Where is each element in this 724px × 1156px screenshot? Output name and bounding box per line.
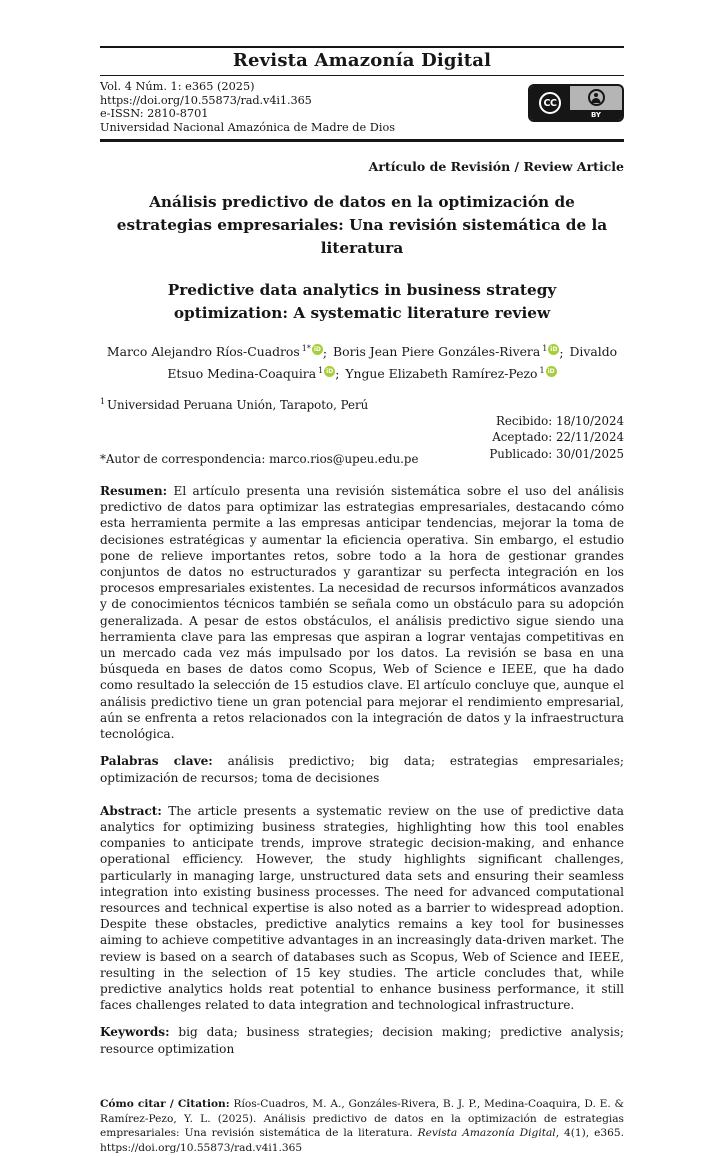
article-title-spanish: Análisis predictivo de datos en la optimización de estrategias empresariales: Una revisión sistemática de la literatura — [116, 193, 608, 258]
by-label: BY — [570, 110, 622, 120]
article-type-label: Artículo de Revisión / Review Article — [368, 159, 624, 175]
palabras-clave-text: análisis predictivo; big data; estrategias empresariales; optimización de recursos; toma de decisiones — [100, 754, 624, 785]
person-shoulders-shape — [592, 98, 601, 103]
author-separator: ; — [559, 344, 564, 360]
person-head-shape — [594, 93, 598, 97]
abstract-english-paragraph — [100, 803, 624, 1014]
received-date: Recibido: 18/10/2024 — [496, 413, 624, 428]
keywords-english-paragraph — [100, 1024, 624, 1056]
resumen-label: Resumen: — [100, 484, 168, 499]
cc-circle-label: CC — [539, 92, 561, 114]
orcid-icon[interactable]: iD — [313, 346, 321, 354]
orcid-icon[interactable]: iD — [550, 346, 558, 354]
citation-volume-doi: , 4(1), e365. https://doi.org/10.55873/rad.v4i1.365 — [100, 1127, 625, 1155]
correspondence-label: *Autor de correspondencia: — [100, 452, 266, 467]
abstract-label: Abstract: — [100, 803, 162, 818]
volume-issue-line: Vol. 4 Núm. 1: e365 (2025) — [100, 80, 255, 93]
journal-title: Revista Amazonía Digital — [232, 50, 492, 71]
author-affiliation-sup: 1* — [301, 344, 311, 354]
palabras-clave-label: Palabras clave: — [100, 754, 213, 769]
journal-header-meta — [100, 76, 624, 139]
attribution-person-icon — [588, 89, 605, 106]
citation-authors-title: Ríos-Cuadros, M. A., Gonzáles-Rivera, B. J. P., Medina-Coaquira, D. E. & Ramírez-Pezo, Y. L. (2025). Análisis predictivo de datos en la optimización de estrategias empresariales: Una revisión sistemática de la literatura. — [100, 1097, 624, 1140]
article-first-page — [100, 0, 624, 1156]
abstract-text: The article presents a systematic review on the use of predictive data analytics for optimizing business strategies, highlighting how this tool enables companies to anticipate trends, improve strategic decision-making, and enhance operational efficiency. However, the study highlights significant challenges, particularly in managing large, unstructured data sets and ensuring their seamless integration into existing business processes. The need for advanced computational resources and technical expertise is also noted as a barrier to widespread adoption. Despite these obstacles, predictive analytics remains a key tool for businesses aiming to achieve competitive advantages in an increasingly data-driven market. The review is based on a search of databases such as Scopus, Web of Science and IEEE, resulting in the selection of 15 key studies. The article concludes that, while predictive analytics holds reat potential to enhance business performance, it still faces challenges related to data integration and technological infrastructure. — [100, 803, 624, 1013]
author-affiliation-sup: 1 — [542, 344, 548, 354]
author-name: Yngue Elizabeth Ramírez-Pezo — [345, 365, 538, 381]
resumen-text: El artículo presenta una revisión sistemática sobre el uso del análisis predictivo de datos para optimizar las estrategias empresariales, destacando cómo esta herramienta permite a las empresas anticipar tendencias, mejorar la toma de decisiones estratégicas y aumentar la eficiencia operativa. Sin embargo, el estudio pone de relieve importantes retos, sobre todo a la hora de gestionar grandes conjuntos de datos no estructurados y garantizar su perfecta integración en los procesos empresariales existentes. La necesidad de recursos informáticos avanzados y de conocimientos técnicos también se señala como un obstáculo para su adopción generalizada. A pesar de estos obstáculos, el análisis predictivo sigue siendo una herramienta clave para las empresas que aspiran a lograr ventajas competitivas en un mercado cada vez más impulsado por los datos. La revisión se basa en una búsqueda en bases de datos como Scopus, Web of Science e IEEE, que ha dado como resultado la selección de 15 estudios clave. El artículo concluye que, aunque el análisis predictivo tiene un gran potencial para mejorar el rendimiento empresarial, aún se enfrenta a retos relacionados con la integración de datos y la infraestructura tecnológica. — [100, 484, 624, 742]
author-name: Boris Jean Piere Gonzáles-Rivera — [333, 344, 541, 360]
publisher-line: Universidad Nacional Amazónica de Madre de Dios — [100, 120, 396, 134]
author-name: Divaldo Etsuo Medina-Coaquira — [167, 344, 618, 381]
cc-by-attribution-cell — [570, 86, 622, 120]
article-title-english: Predictive data analytics in business strategy optimization: A systematic literature review — [167, 281, 557, 323]
accepted-date: Aceptado: 22/11/2024 — [492, 430, 624, 445]
author-name: Marco Alejandro Ríos-Cuadros — [106, 344, 300, 360]
thick-divider — [100, 139, 624, 142]
journal-doi-link[interactable]: https://doi.org/10.55873/rad.v4i1.365 — [100, 93, 312, 107]
abstract-spanish-paragraph — [100, 483, 624, 742]
citation-journal-name: Revista Amazonía Digital — [417, 1127, 556, 1140]
how-to-cite-block — [100, 1097, 624, 1156]
affiliation-sup: 1 — [100, 396, 106, 406]
author-separator: ; — [335, 365, 340, 381]
author-affiliation-sup: 1 — [539, 365, 545, 375]
orcid-icon[interactable]: iD — [547, 367, 555, 375]
issn-line: e-ISSN: 2810-8701 — [100, 107, 209, 121]
keywords-label: Keywords: — [100, 1025, 170, 1040]
keywords-text: big data; business strategies; decision making; predictive analysis; resource optimization — [100, 1025, 624, 1056]
affiliation-text: Universidad Peruana Unión, Tarapoto, Perú — [107, 397, 369, 412]
authors-line — [100, 340, 624, 382]
citation-label: Cómo citar / Citation: — [100, 1097, 230, 1110]
published-date: Publicado: 30/01/2025 — [489, 446, 624, 461]
correspondence-email-link[interactable]: marco.rios@upeu.edu.pe — [269, 452, 419, 467]
keywords-spanish-paragraph — [100, 753, 624, 785]
journal-meta-block — [100, 80, 395, 134]
cc-logo-icon — [530, 86, 570, 120]
cc-by-license-badge[interactable] — [528, 84, 624, 122]
author-separator: ; — [322, 344, 328, 360]
affiliation-line — [100, 397, 624, 412]
author-affiliation-sup: 1 — [318, 365, 324, 375]
orcid-icon[interactable]: iD — [326, 367, 334, 375]
